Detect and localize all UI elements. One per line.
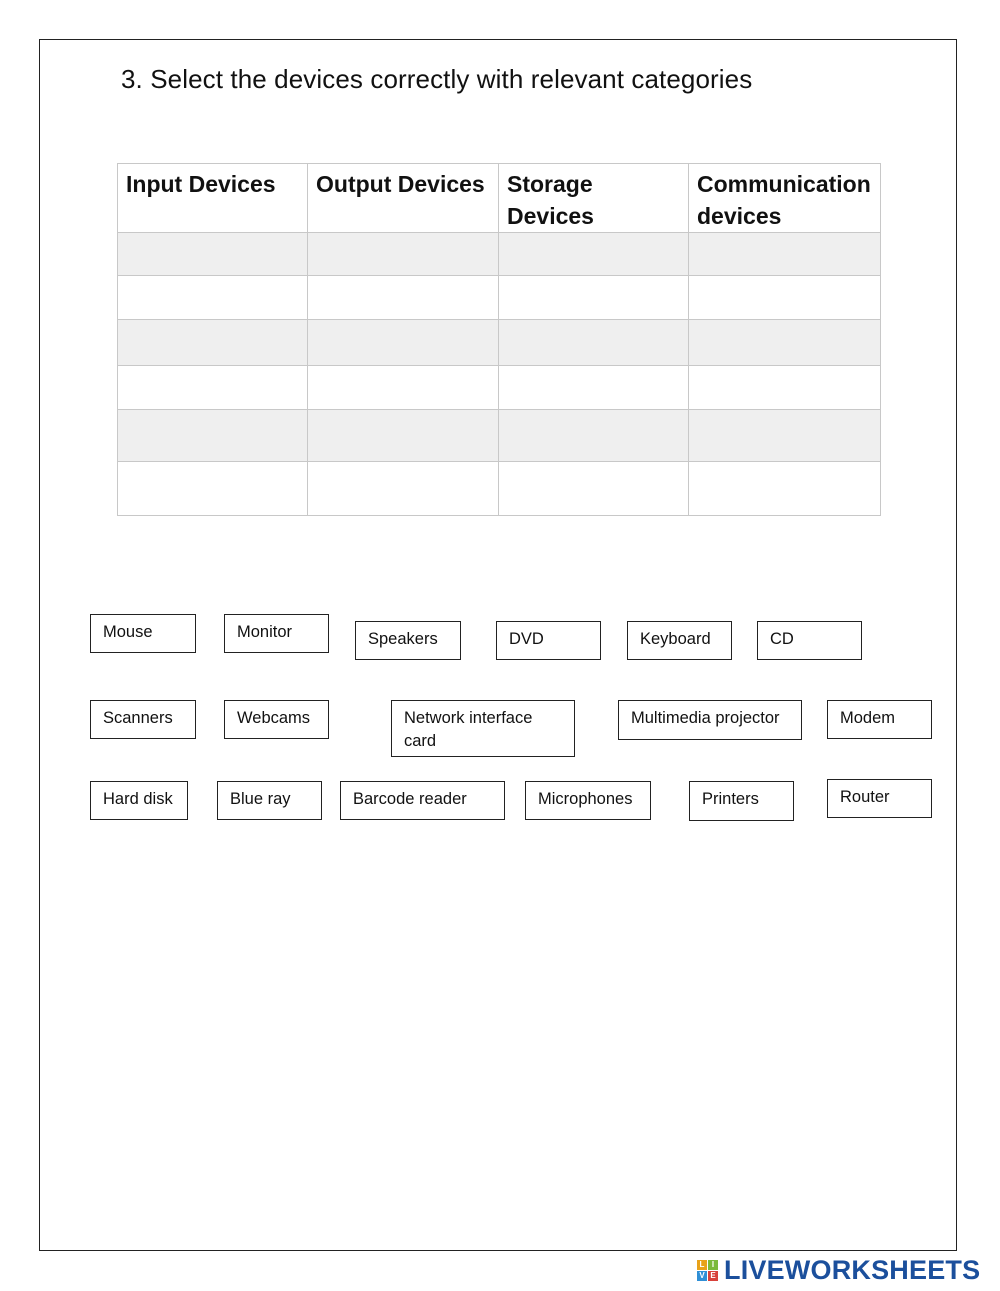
drop-cell[interactable] xyxy=(499,462,689,516)
drop-cell[interactable] xyxy=(689,366,881,410)
option-microphones[interactable]: Microphones xyxy=(525,781,651,820)
drop-cell[interactable] xyxy=(308,320,499,366)
drop-cell[interactable] xyxy=(499,410,689,462)
drop-cell[interactable] xyxy=(308,410,499,462)
liveworksheets-logo xyxy=(697,1255,980,1285)
option-mouse[interactable]: Mouse xyxy=(90,614,196,653)
option-blue-ray[interactable]: Blue ray xyxy=(217,781,322,820)
header-communication-devices: Communication devices xyxy=(689,164,881,233)
option-multimedia-projector[interactable]: Multimedia projector xyxy=(618,700,802,740)
drop-cell[interactable] xyxy=(689,320,881,366)
drop-cell[interactable] xyxy=(308,366,499,410)
option-speakers[interactable]: Speakers xyxy=(355,621,461,660)
option-hard-disk[interactable]: Hard disk xyxy=(90,781,188,820)
option-webcams[interactable]: Webcams xyxy=(224,700,329,739)
drop-cell[interactable] xyxy=(118,320,308,366)
option-cd[interactable]: CD xyxy=(757,621,862,660)
drop-cell[interactable] xyxy=(499,276,689,320)
option-keyboard[interactable]: Keyboard xyxy=(627,621,732,660)
drop-cell[interactable] xyxy=(689,233,881,276)
drop-cell[interactable] xyxy=(308,233,499,276)
drop-cell[interactable] xyxy=(308,462,499,516)
option-monitor[interactable]: Monitor xyxy=(224,614,329,653)
category-table xyxy=(117,163,881,516)
drop-cell[interactable] xyxy=(118,366,308,410)
option-barcode-reader[interactable]: Barcode reader xyxy=(340,781,505,820)
logo-text: LIVEWORKSHEETS xyxy=(724,1254,981,1285)
drop-cell[interactable] xyxy=(499,233,689,276)
drop-cell[interactable] xyxy=(499,320,689,366)
header-output-devices: Output Devices xyxy=(308,164,499,233)
drop-cell[interactable] xyxy=(118,276,308,320)
option-network-interface-card[interactable]: Network interface card xyxy=(391,700,575,757)
option-router[interactable]: Router xyxy=(827,779,932,818)
table-row xyxy=(118,366,881,410)
drop-cell[interactable] xyxy=(689,410,881,462)
option-modem[interactable]: Modem xyxy=(827,700,932,739)
option-dvd[interactable]: DVD xyxy=(496,621,601,660)
drop-cell[interactable] xyxy=(118,462,308,516)
table-row xyxy=(118,276,881,320)
question-title: 3. Select the devices correctly with relevant categories xyxy=(121,64,753,94)
drop-cell[interactable] xyxy=(118,233,308,276)
table-row xyxy=(118,320,881,366)
logo-block-l: L xyxy=(697,1260,707,1270)
logo-blocks-icon xyxy=(697,1260,718,1281)
option-printers[interactable]: Printers xyxy=(689,781,794,821)
logo-block-v: V xyxy=(697,1271,707,1281)
option-scanners[interactable]: Scanners xyxy=(90,700,196,739)
logo-block-e: E xyxy=(708,1271,718,1281)
table-row xyxy=(118,233,881,276)
drop-cell[interactable] xyxy=(689,462,881,516)
drop-cell[interactable] xyxy=(689,276,881,320)
drop-cell[interactable] xyxy=(118,410,308,462)
table-row xyxy=(118,410,881,462)
drop-cell[interactable] xyxy=(499,366,689,410)
logo-block-i: I xyxy=(708,1260,718,1270)
drop-cell[interactable] xyxy=(308,276,499,320)
header-storage-devices: Storage Devices xyxy=(499,164,689,233)
table-row xyxy=(118,462,881,516)
header-input-devices: Input Devices xyxy=(118,164,308,233)
